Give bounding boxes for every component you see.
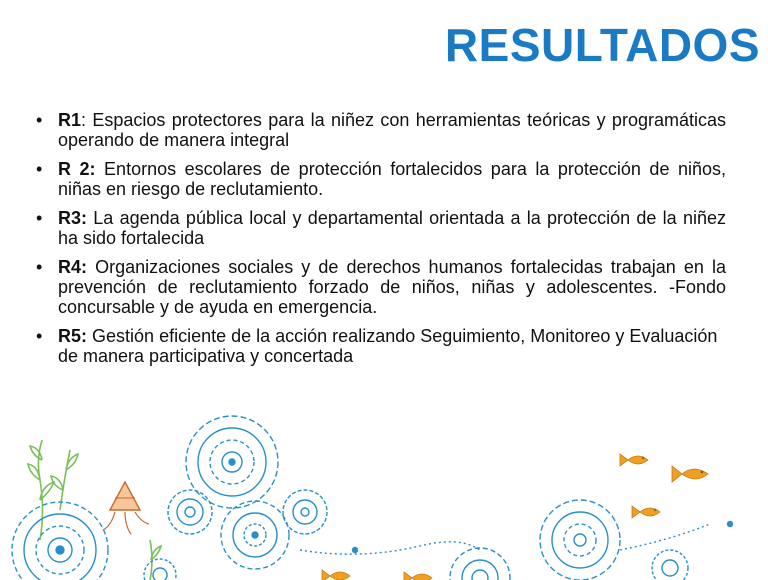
fish-icon: [322, 570, 350, 580]
spiral-circle: [540, 500, 620, 580]
spiral-circle: [221, 501, 289, 569]
decorative-illustration: [0, 400, 768, 580]
item-label: R 2:: [58, 159, 96, 179]
bullet-icon: •: [36, 326, 43, 346]
item-label: R4:: [58, 257, 88, 277]
spiral-circle: [12, 502, 108, 580]
results-list: [36, 110, 726, 375]
list-item: [36, 208, 726, 248]
jellyfish-icon: [103, 482, 149, 534]
item-label: R3:: [58, 208, 88, 228]
page-title: RESULTADOS: [444, 19, 760, 71]
spiral-circle: [283, 490, 327, 534]
spiral-circle: [652, 550, 688, 580]
list-item: [36, 326, 726, 366]
item-text: Gestión eficiente de la acción realizando Seguimiento, Monitoreo y Evaluación de manera participativa y concertada: [58, 326, 718, 366]
spiral-circle: [186, 416, 278, 508]
item-text: Entornos escolares de protección fortalecidos para la protección de niños, niñas en riesgo de reclutamiento.: [58, 159, 726, 199]
item-text: La agenda pública local y departamental orientada a la protección de la niñez ha sido fortalecida: [58, 208, 726, 248]
list-item: [36, 159, 726, 199]
fish-icon: [620, 454, 648, 466]
bullet-icon: •: [36, 159, 43, 179]
fish-icon: [672, 466, 708, 482]
item-separator: [87, 257, 95, 277]
spiral-circle: [450, 548, 510, 580]
spiral-circle: [144, 559, 176, 580]
item-separator: [96, 159, 105, 179]
item-text: Organizaciones sociales y de derechos humanos fortalecidas trabajan en la prevención de reclutamiento forzado de niños, niñas y adolescentes. -Fondo concursable y de ayuda en emergencia.: [58, 257, 726, 317]
bullet-icon: •: [36, 110, 43, 130]
item-text: Espacios protectores para la niñez con herramientas teóricas y programáticas operando de manera integral: [58, 110, 726, 150]
fish-icon: [632, 506, 660, 518]
item-separator: :: [81, 110, 93, 130]
item-label: R1: [58, 110, 82, 130]
bullet-icon: •: [36, 208, 43, 228]
item-label: R5:: [58, 326, 88, 346]
list-item: [36, 257, 726, 317]
fish-icon: [404, 572, 432, 580]
bullet-icon: •: [36, 257, 43, 277]
list-item: [36, 110, 726, 150]
spiral-circle: [168, 490, 212, 534]
